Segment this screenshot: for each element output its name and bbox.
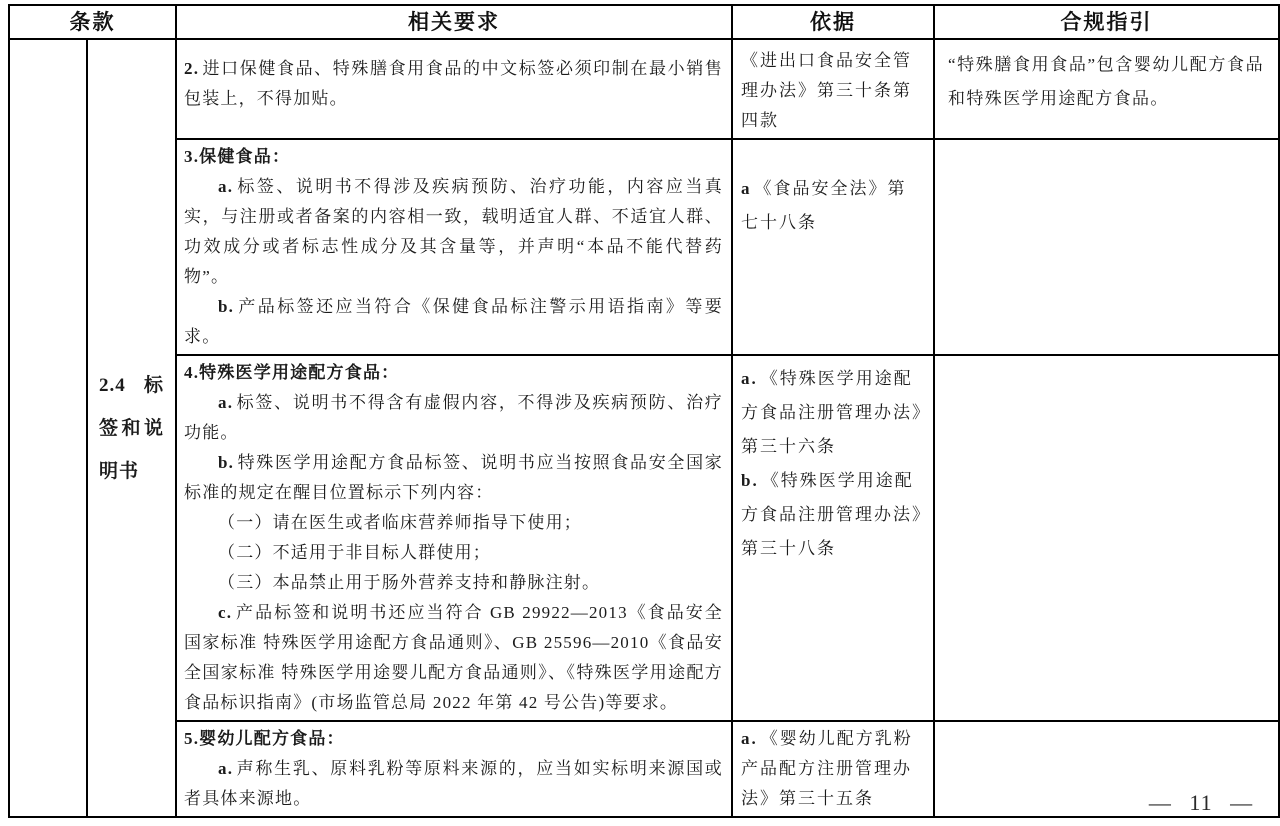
- paragraph: 5.婴幼儿配方食品：: [184, 729, 345, 748]
- paragraph: c. 产品标签和说明书还应当符合 GB 29922—2013《食品安全国家标准 特殊医学用途配方食品通则》、GB 25596—2010《食品安全国家标准 特殊医学用途婴儿配方食品通则》、《特殊医学用途配方食品标识指南》(市场监管总局 2022 年第 42 号公告)等要求。: [184, 603, 723, 712]
- column-header-guidance: 合规指引: [934, 5, 1279, 39]
- table-row: [9, 39, 1279, 139]
- paragraph: a. 标签、说明书不得含有虚假内容，不得涉及疾病预防、治疗功能。: [184, 393, 723, 442]
- paragraph: 3.保健食品：: [184, 147, 291, 166]
- paragraph: b. 产品标签还应当符合《保健食品标注警示用语指南》等要求。: [184, 297, 723, 346]
- paragraph: “特殊膳食用食品”包含婴幼儿配方食品和特殊医学用途配方食品。: [948, 55, 1264, 108]
- paragraph: 4.特殊医学用途配方食品：: [184, 363, 400, 382]
- table-row: [9, 139, 1279, 355]
- paragraph: 《进出口食品安全管理办法》第三十条第四款: [741, 51, 912, 130]
- compliance-table: [8, 4, 1280, 818]
- paragraph: a 《食品安全法》第七十八条: [741, 179, 907, 232]
- guidance-cell: [934, 39, 1279, 139]
- column-header-requirement: 相关要求: [176, 5, 732, 39]
- column-header-clause: 条款: [9, 5, 176, 39]
- basis-cell: [732, 39, 934, 139]
- requirement-cell: [176, 355, 732, 721]
- basis-cell: [732, 139, 934, 355]
- paragraph: （一）请在医生或者临床营养师指导下使用；: [218, 513, 582, 532]
- paragraph: 2. 进口保健食品、特殊膳食用食品的中文标签必须印制在最小销售包装上，不得加贴。: [184, 59, 723, 108]
- requirement-cell: [176, 139, 732, 355]
- paragraph: b. 特殊医学用途配方食品标签、说明书应当按照食品安全国家标准的规定在醒目位置标示下列内容：: [184, 453, 723, 502]
- page-number: — 11 —: [1148, 790, 1254, 815]
- paragraph: a. 《特殊医学用途配方食品注册管理办法》第三十六条: [741, 369, 923, 456]
- paragraph: a. 《婴幼儿配方乳粉产品配方注册管理办法》第三十五条: [741, 729, 913, 808]
- clause-id-cell: [9, 39, 87, 817]
- requirement-cell: [176, 721, 732, 817]
- table-row: [9, 355, 1279, 721]
- clause-label: 2.4 标签和说明书: [99, 374, 164, 482]
- requirement-cell: [176, 39, 732, 139]
- guidance-cell: [934, 139, 1279, 355]
- table-header-row: [9, 5, 1279, 39]
- basis-cell: [732, 355, 934, 721]
- clause-cell: [87, 39, 176, 817]
- table-body: [9, 39, 1279, 817]
- paragraph: a. 标签、说明书不得涉及疾病预防、治疗功能，内容应当真实，与注册或者备案的内容相一致，载明适宜人群、不适宜人群、功效成分或者标志性成分及其含量等，并声明“本品不能代替药物”。: [184, 177, 723, 286]
- paragraph: （三）本品禁止用于肠外营养支持和静脉注射。: [218, 573, 601, 592]
- paragraph: a. 声称生乳、原料乳粉等原料来源的，应当如实标明来源国或者具体来源地。: [184, 759, 723, 808]
- guidance-cell: [934, 355, 1279, 721]
- column-header-basis: 依据: [732, 5, 934, 39]
- paragraph: b. 《特殊医学用途配方食品注册管理办法》第三十八条: [741, 471, 923, 558]
- basis-cell: [732, 721, 934, 817]
- paragraph: （二）不适用于非目标人群使用；: [218, 543, 491, 562]
- table-row: [9, 721, 1279, 817]
